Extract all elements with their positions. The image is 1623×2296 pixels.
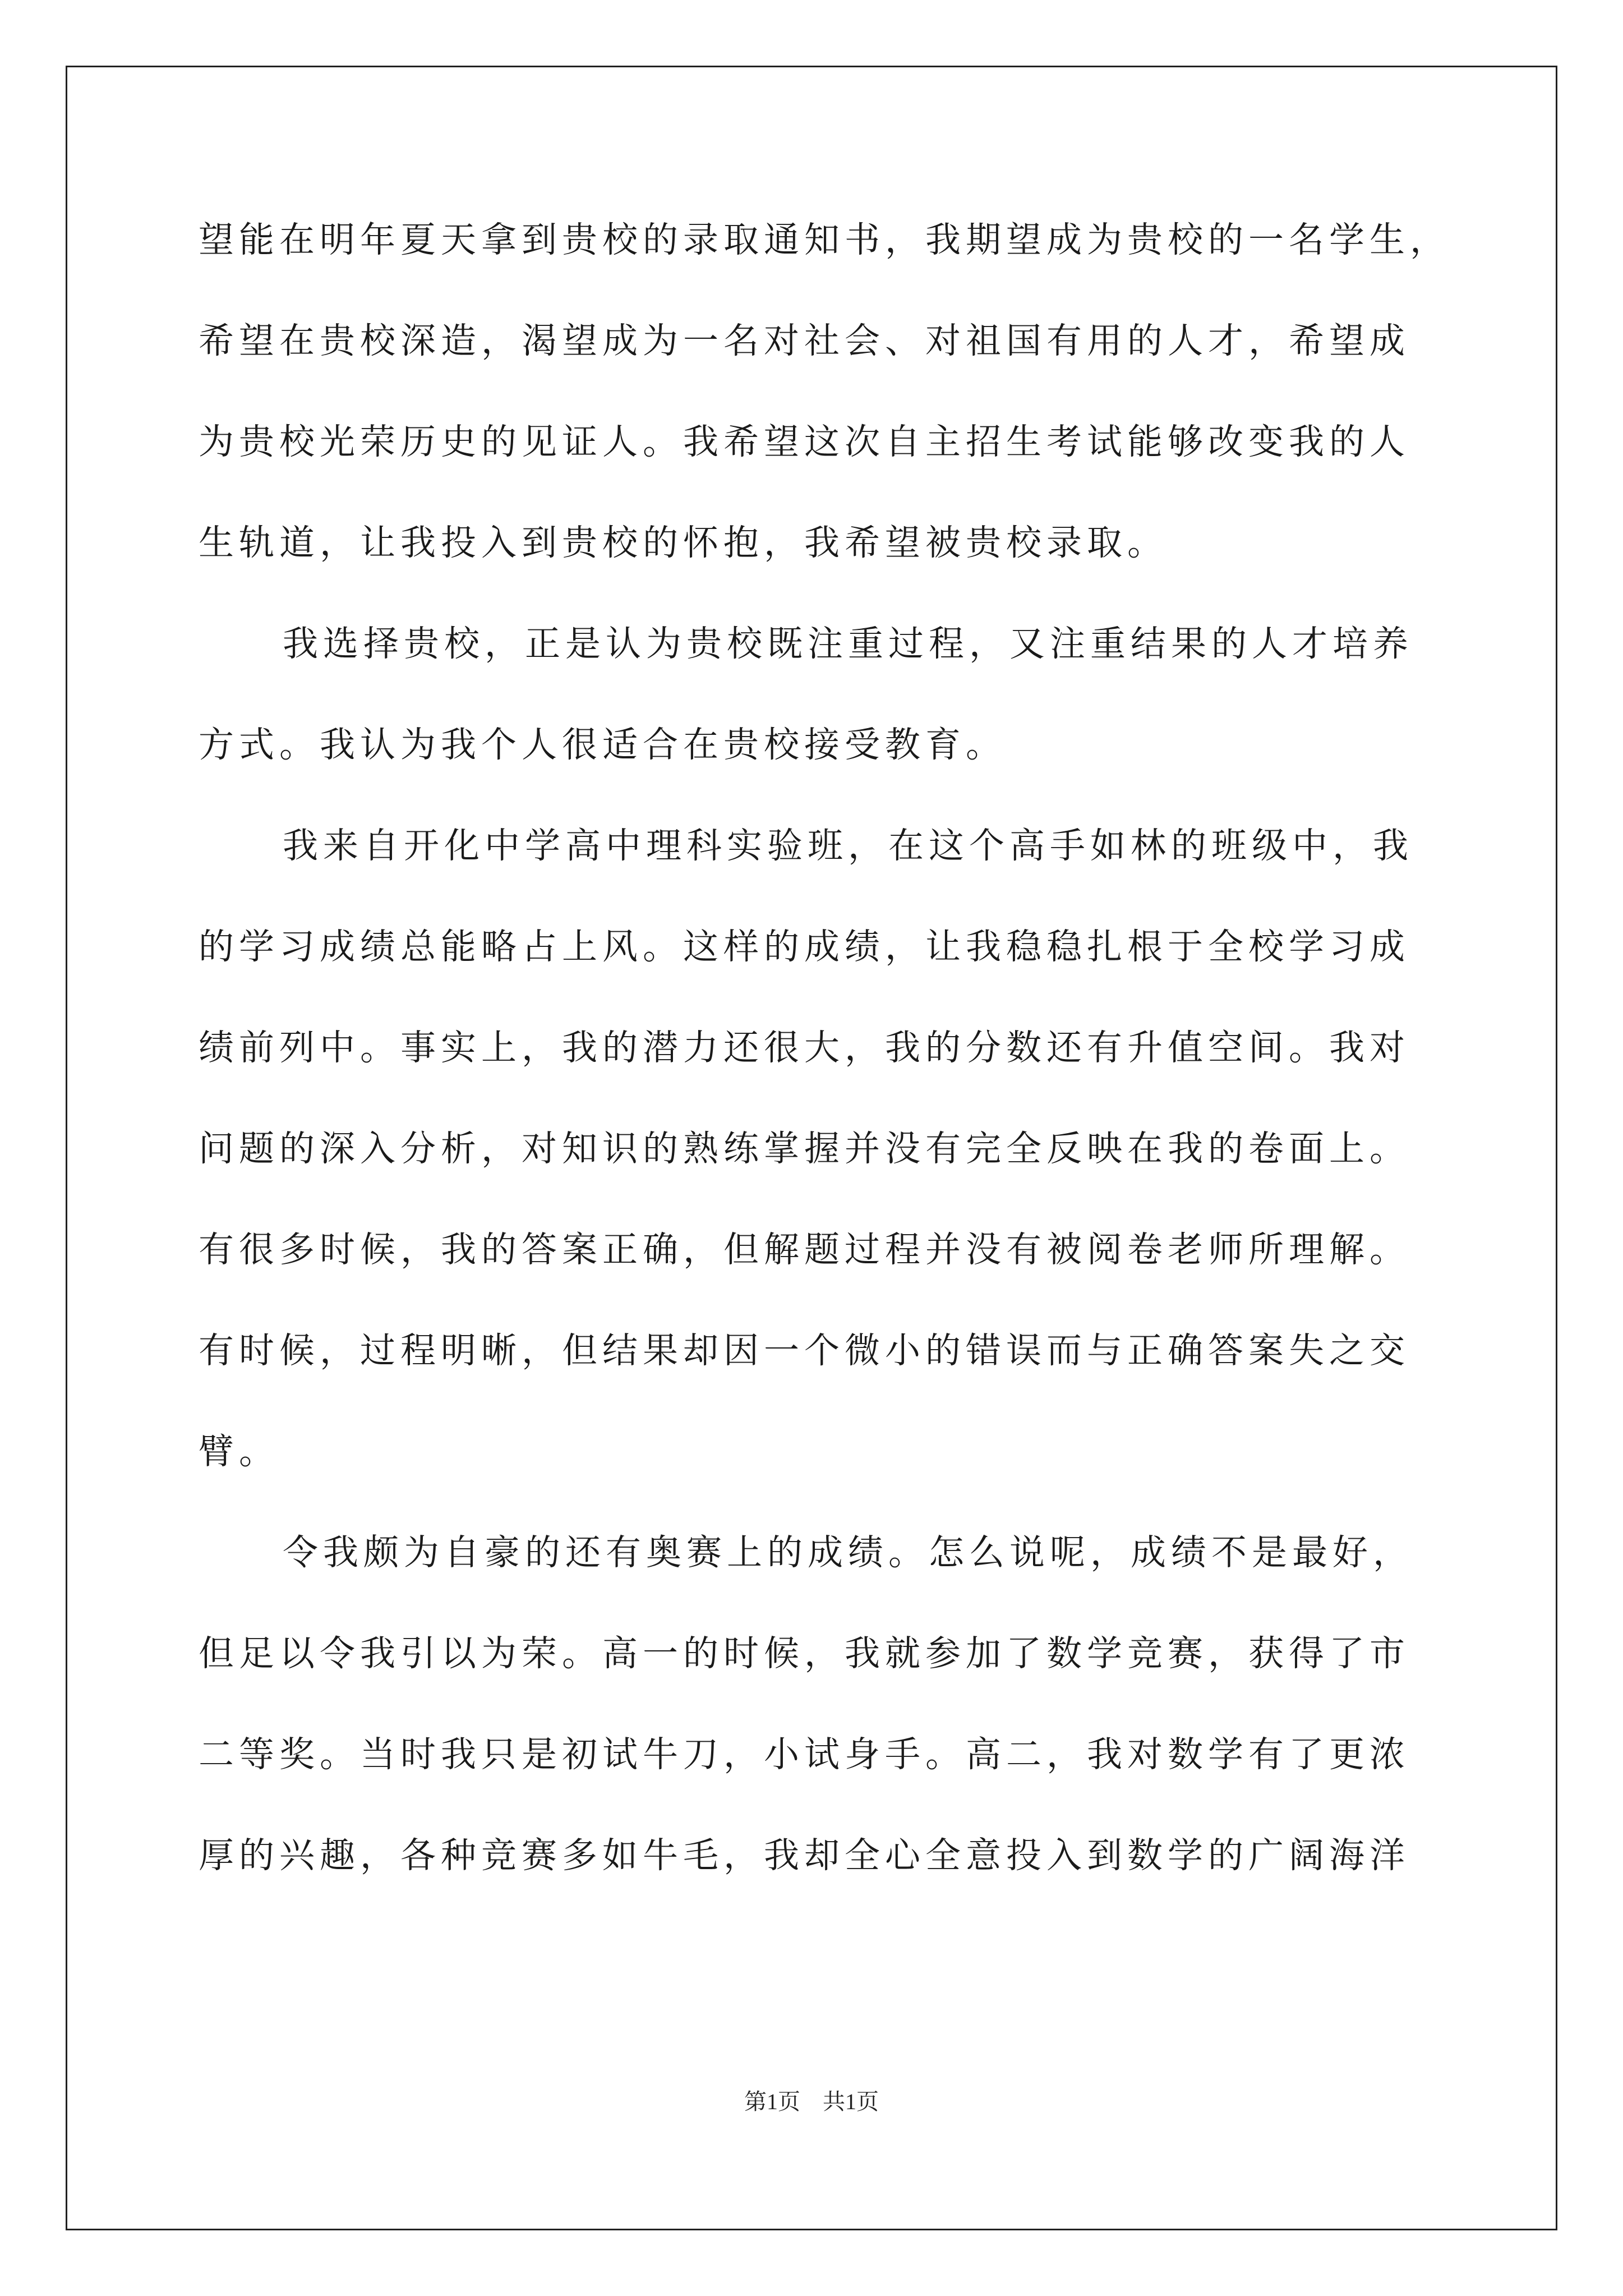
text-line: 望能在明年夏天拿到贵校的录取通知书，我期望成为贵校的一名学生， xyxy=(199,219,1450,260)
text-line: 令我颇为自豪的还有奥赛上的成绩。怎么说呢，成绩不是最好， xyxy=(283,1532,1413,1573)
text-line: 问题的深入分析，对知识的熟练掌握并没有完全反映在我的卷面上。 xyxy=(199,1128,1410,1169)
text-line: 的学习成绩总能略占上风。这样的成绩，让我稳稳扎根于全校学习成 xyxy=(199,926,1410,967)
text-line: 厚的兴趣，各种竞赛多如牛毛，我却全心全意投入到数学的广阔海洋 xyxy=(199,1835,1410,1876)
text-line: 方式。我认为我个人很适合在贵校接受教育。 xyxy=(199,724,1006,765)
text-line: 我来自开化中学高中理科实验班，在这个高手如林的班级中，我 xyxy=(283,825,1413,866)
text-line: 有时候，过程明晰，但结果却因一个微小的错误而与正确答案失之交 xyxy=(199,1330,1410,1371)
page-number: 第1页 共1页 xyxy=(744,2089,879,2114)
text-line: 绩前列中。事实上，我的潜力还很大，我的分数还有升值空间。我对 xyxy=(199,1027,1410,1068)
text-line: 但足以令我引以为荣。高一的时候，我就参加了数学竞赛，获得了市 xyxy=(199,1633,1410,1674)
text-line: 希望在贵校深造，渴望成为一名对社会、对祖国有用的人才，希望成 xyxy=(199,320,1410,361)
text-line: 有很多时候，我的答案正确，但解题过程并没有被阅卷老师所理解。 xyxy=(199,1229,1410,1270)
text-line: 生轨道，让我投入到贵校的怀抱，我希望被贵校录取。 xyxy=(199,522,1168,563)
text-line: 臂。 xyxy=(199,1431,279,1472)
text-line: 我选择贵校，正是认为贵校既注重过程，又注重结果的人才培养 xyxy=(283,623,1413,664)
text-line: 为贵校光荣历史的见证人。我希望这次自主招生考试能够改变我的人 xyxy=(199,421,1410,462)
text-line: 二等奖。当时我只是初试牛刀，小试身手。高二，我对数学有了更浓 xyxy=(199,1734,1410,1775)
